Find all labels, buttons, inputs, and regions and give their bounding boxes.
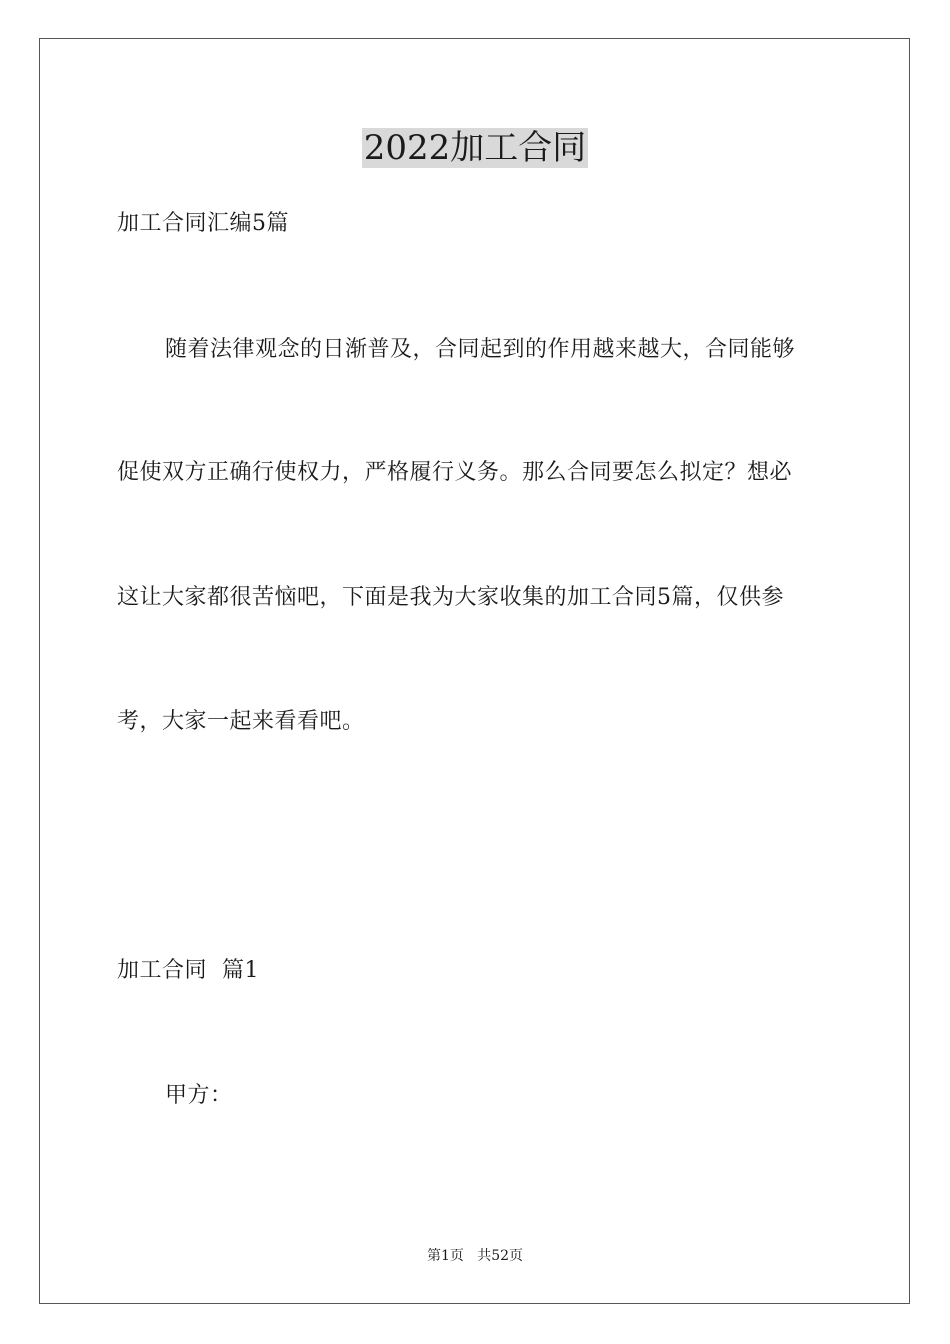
intro-line-4: 考，大家一起来看看吧。 [117,709,365,734]
party-a-label: 甲方： [165,1083,233,1108]
document-title [0,126,950,170]
intro-line-1: 随着法律观念的日渐普及，合同起到的作用越来越大，合同能够 [165,337,796,362]
document-title-text: 2022加工合同 [363,128,587,168]
intro-line-3: 这让大家都很苦恼吧，下面是我为大家收集的加工合同5篇，仅供参 [117,585,784,610]
document-subtitle: 加工合同汇编5篇 [117,211,289,236]
intro-line-2: 促使双方正确行使权力，严格履行义务。那么合同要怎么拟定？想必 [117,460,793,485]
section-heading: 加工合同 篇1 [117,958,259,983]
page-footer: 第1页 共52页 [426,1248,524,1264]
